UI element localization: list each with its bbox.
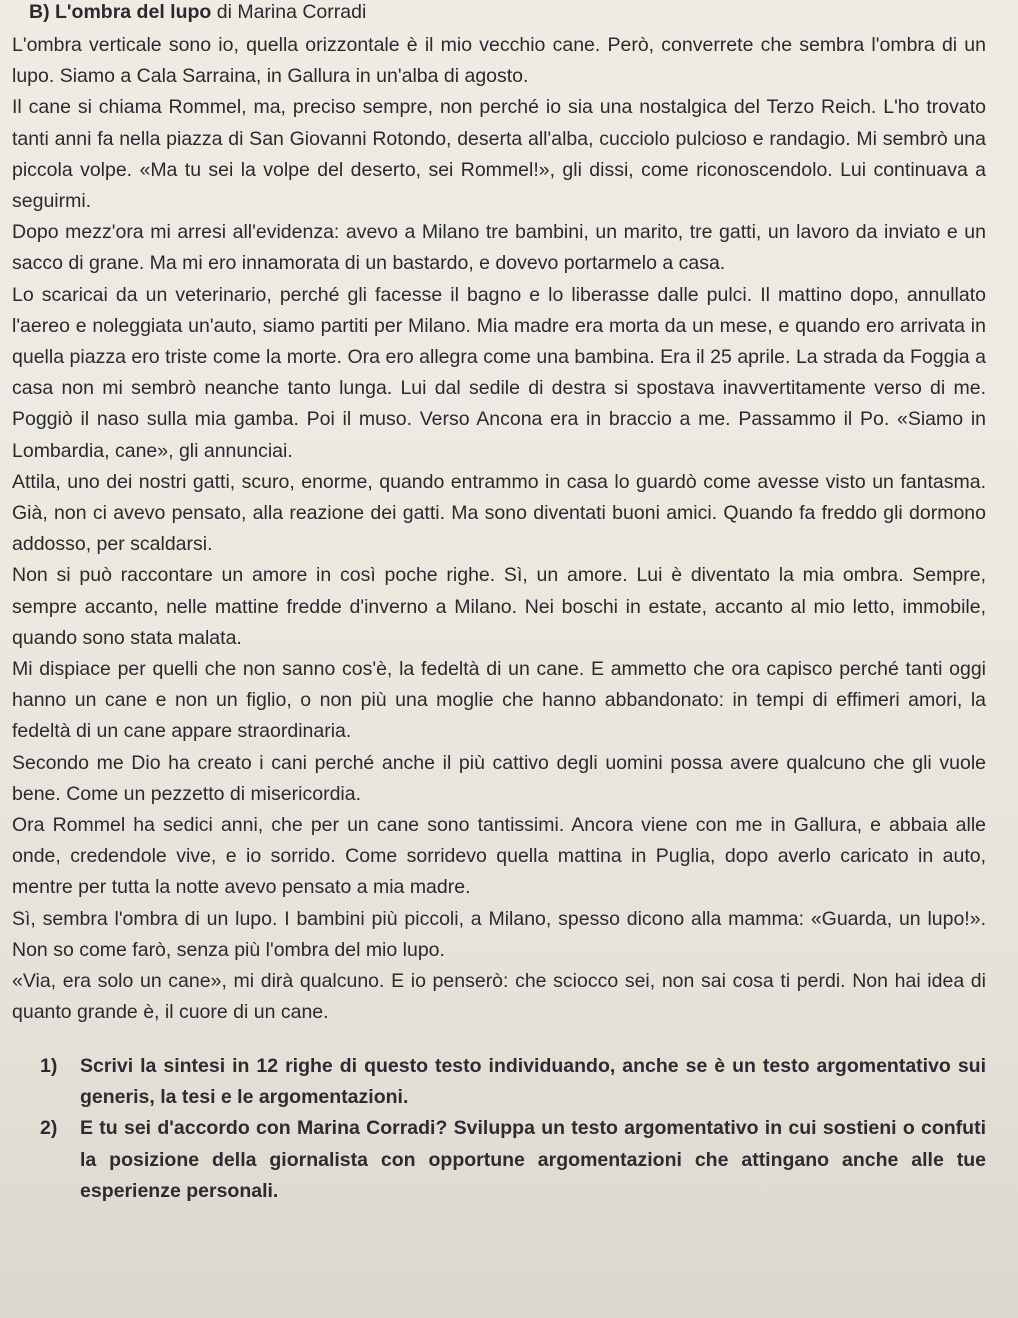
question-number: 2) [40,1117,58,1140]
paragraph: Il cane si chiama Rommel, ma, preciso sempre, non perché io sia una nostalgica del Terzo Reich. L'ho trovato tanti anni fa nella piazza di San Giovanni Rotondo, deserta all'alba, cucciolo pulcioso e randagio. Mi sembrò una piccola volpe. «Ma tu sei la volpe del deserto, sei Rommel!», gli dissi, come riconoscendolo. Lui continuava a seguirmi. [12,96,986,213]
question-list [12,1051,986,1208]
paragraph: Ora Rommel ha sedici anni, che per un cane sono tantissimi. Ancora viene con me in Gallura, e abbaia alle onde, credendole vive, e io sorrido. Come sorridevo quella mattina in Puglia, dopo averlo caricato in auto, mentre per tutta la notte avevo pensato a mia madre. [12,814,986,899]
title-text: L'ombra del lupo [55,1,212,23]
paragraph: Secondo me Dio ha creato i cani perché anche il più cattivo degli uomini possa avere qualcuno che gli vuole bene. Come un pezzetto di misericordia. [12,751,986,805]
question-text: Scrivi la sintesi in 12 righe di questo testo individuando, anche se è un testo argomentativo sui generis, la tesi e le argomentazioni. [80,1054,986,1108]
author-text: di Marina Corradi [216,1,367,23]
paragraph: L'ombra verticale sono io, quella orizzontale è il mio vecchio cane. Però, converrete che sembra l'ombra di un lupo. Siamo a Cala Sarraina, in Gallura in un'alba di agosto. [12,34,986,88]
question-item [40,1051,986,1114]
paragraph: Attila, uno dei nostri gatti, scuro, enorme, quando entrammo in casa lo guardò come avesse visto un fantasma. Già, non ci avevo pensato, alla reazione dei gatti. Ma sono diventati buoni amici. Quando fa freddo gli dormono addosso, per scaldarsi. [12,470,986,556]
question-text: E tu sei d'accordo con Marina Corradi? Sviluppa un testo argomentativo in cui sostieni o confuti la posizione della giornalista con opportune argomentazioni che attingano anche alle tue esperienze personali. [80,1117,986,1203]
paragraph: Non si può raccontare un amore in così poche righe. Sì, un amore. Lui è diventato la mia ombra. Sempre, sempre accanto, nelle mattine fredde d'inverno a Milano. Nei boschi in estate, accanto al mio letto, immobile, quando sono stata malata. [12,564,986,649]
document-page [12,0,986,1208]
paragraph: Dopo mezz'ora mi arresi all'evidenza: avevo a Milano tre bambini, un marito, tre gatti, un lavoro da inviato e un sacco di grane. Ma mi ero innamorata di un bastardo, e dovevo portarmelo a casa. [12,221,986,275]
document-title [29,0,986,24]
paragraph: Sì, sembra l'ombra di un lupo. I bambini più piccoli, a Milano, spesso dicono alla mamma: «Guarda, un lupo!». Non so come farò, senza più l'ombra del mio lupo. [12,907,986,961]
article-body [12,30,986,1029]
paragraph: Mi dispiace per quelli che non sanno cos'è, la fedeltà di un cane. E ammetto che ora capisco perché tanti oggi hanno un cane e non un figlio, o non più una moglie che hanno abbandonato: in tempi di effimeri amori, la fedeltà di un cane appare straordinaria. [12,658,986,743]
section-label: B) [29,1,50,23]
question-item [40,1113,986,1207]
paragraph: Lo scaricai da un veterinario, perché gli facesse il bagno e lo liberasse dalle pulci. Il mattino dopo, annullato l'aereo e noleggiata un'auto, siamo partiti per Milano. Mia madre era morta da un mese, e quando ero arrivata in quella piazza ero triste come la morte. Ora ero allegra come una bambina. Era il 25 aprile. La strada da Foggia a casa non mi sembrò neanche tanto lunga. Lui dal sedile di destra si spostava inavvertitamente verso di me. Poggiò il naso sulla mia gamba. Poi il muso. Verso Ancona era in braccio a me. Passammo il Po. «Siamo in Lombardia, cane», gli annunciai. [12,283,986,462]
question-number: 1) [40,1054,58,1077]
paragraph: «Via, era solo un cane», mi dirà qualcuno. E io penserò: che sciocco sei, non sai cosa ti perdi. Non hai idea di quanto grande è, il cuore di un cane. [12,970,986,1024]
